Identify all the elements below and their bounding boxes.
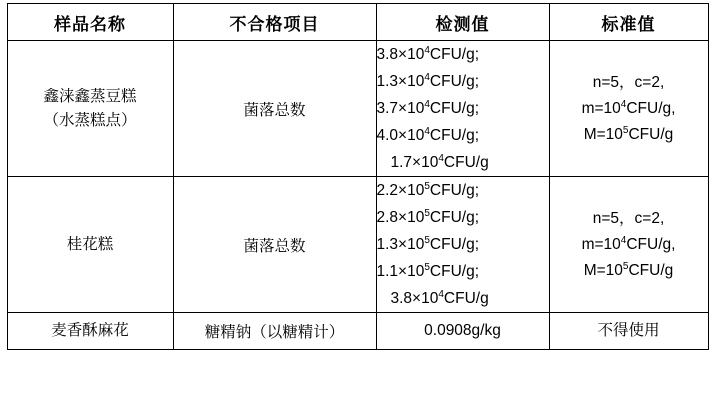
value-exponent: 4 [424,125,430,137]
standard-line [550,70,708,96]
standard-text: M=10 [583,125,623,143]
cell-detected-values [376,177,549,313]
standard-line [550,96,708,122]
column-header-failed-item: 不合格项目 [173,4,376,41]
standard-suffix: CFU/g [628,261,674,279]
value-unit: CFU/g; [429,236,479,253]
value-mantissa: 3.8×10 [390,290,439,307]
cell-detected-values [376,41,549,177]
standard-exponent: 4 [620,234,627,246]
standard-text: m=10 [581,235,621,253]
value-unit: CFU/g; [429,73,479,90]
value-unit: CFU/g; [429,100,479,117]
cell-standard-value [549,41,708,177]
value-mantissa: 3.8×10 [376,46,425,63]
value-unit: CFU/g; [429,209,479,226]
column-header-standard-value: 标准值 [549,4,708,41]
table-row [7,177,708,313]
value-exponent: 4 [424,98,430,110]
value-unit: CFU/g; [429,46,479,63]
detected-value-line [377,68,549,95]
value-mantissa: 4.0×10 [376,127,425,144]
standard-line [550,258,708,284]
value-mantissa: 2.2×10 [376,182,425,199]
standard-suffix: CFU/g [628,125,674,143]
value-unit: CFU/g; [429,263,479,280]
value-exponent: 4 [424,44,430,56]
sample-name-line-1: 桂花糕 [66,235,114,253]
cell-detected-values: 0.0908g/kg [376,313,549,350]
value-unit: CFU/g [443,154,489,171]
detected-value-line [377,122,549,149]
cell-failed-item: 菌落总数 [173,177,376,313]
cell-standard-value: 不得使用 [549,313,708,350]
value-mantissa: 1.7×10 [390,154,439,171]
detected-value-line [377,231,549,258]
inspection-results-table [7,3,709,350]
standard-exponent: 5 [622,260,629,272]
value-exponent: 4 [438,288,444,300]
standard-line [550,232,708,258]
sample-name-line-1: 鑫涞鑫蒸豆糕 [43,87,137,105]
detected-value-line [377,258,549,285]
standard-text: n=5，c=2, [592,209,665,227]
value-mantissa: 1.1×10 [376,263,425,280]
value-unit: CFU/g; [429,127,479,144]
value-exponent: 5 [424,234,430,246]
table-header-row [7,4,708,41]
standard-text: m=10 [581,99,621,117]
standard-line [550,206,708,232]
standard-suffix: CFU/g, [626,235,676,253]
value-mantissa: 1.3×10 [376,236,425,253]
value-exponent: 4 [438,152,444,164]
detected-value-line [377,204,549,231]
value-mantissa: 1.3×10 [376,73,425,90]
value-mantissa: 2.8×10 [376,209,425,226]
standard-line [550,122,708,148]
cell-failed-item: 糖精钠（以糖精计） [173,313,376,350]
value-exponent: 5 [424,207,430,219]
value-mantissa: 3.7×10 [376,100,425,117]
detected-value-line [377,149,549,176]
table-row [7,41,708,177]
cell-sample-name [7,41,173,177]
detected-value-line [377,177,549,204]
detected-value-line [377,285,549,312]
cell-sample-name [7,177,173,313]
standard-exponent: 5 [622,124,629,136]
detected-value-line [377,41,549,68]
standard-text: n=5，c=2, [592,73,665,91]
standard-suffix: CFU/g, [626,99,676,117]
standard-text: M=10 [583,261,623,279]
column-header-sample-name: 样品名称 [7,4,173,41]
sample-name-line-2: （水蒸糕点） [43,111,137,129]
table-row [7,313,708,350]
value-exponent: 5 [424,261,430,273]
cell-sample-name: 麦香酥麻花 [7,313,173,350]
value-exponent: 5 [424,180,430,192]
detected-value-line [377,95,549,122]
value-unit: CFU/g [443,290,489,307]
column-header-detected-value: 检测值 [376,4,549,41]
cell-standard-value [549,177,708,313]
standard-exponent: 4 [620,98,627,110]
cell-failed-item: 菌落总数 [173,41,376,177]
value-unit: CFU/g; [429,182,479,199]
value-exponent: 4 [424,71,430,83]
